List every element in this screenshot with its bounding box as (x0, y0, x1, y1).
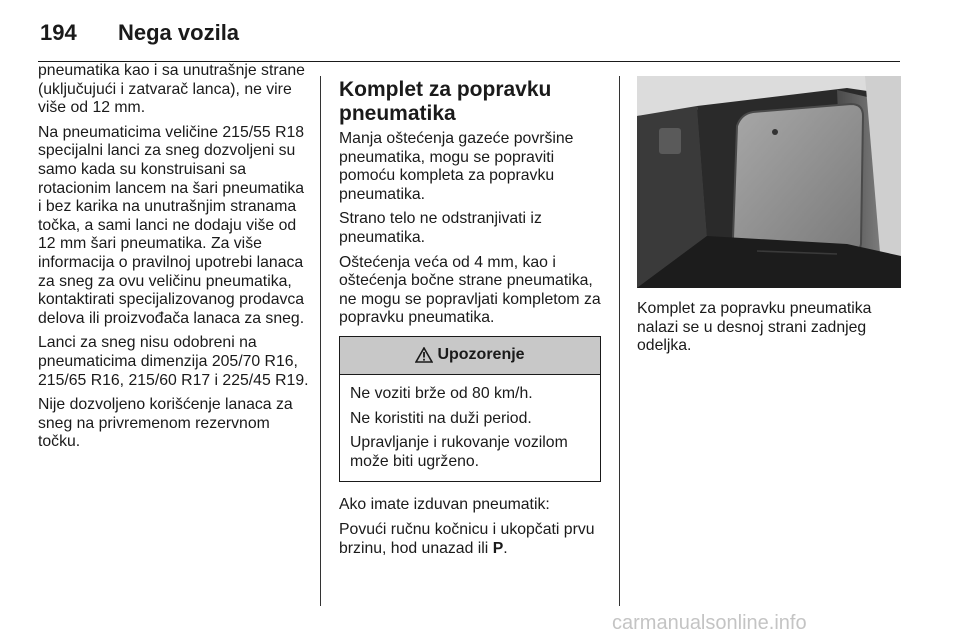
page-number: 194 (40, 20, 77, 45)
watermark: carmanualsonline.info (612, 612, 807, 634)
warning-item: Ne koristiti na duži period. (350, 409, 532, 427)
paragraph: Manja oštećenja gazeće površine pneumatika, mogu se popraviti pomoću kompleta za popravku pneumatika. (339, 130, 574, 203)
paragraph: Nije dozvoljeno korišćenje lanaca za sneg na privremenom rezervnom točku. (38, 396, 293, 451)
page-title: Nega vozila (118, 20, 240, 45)
trunk-photo (637, 76, 901, 288)
warning-header (340, 337, 600, 375)
column-divider-left (320, 76, 321, 606)
warning-title: Upozorenje (437, 346, 525, 364)
warning-box (339, 336, 601, 482)
paragraph: Na pneumaticima veličine 215/55 R18 specijalni lanci za sneg dozvoljeni su samo kada su konstruisani sa rotacionim lancem na šari pneumatika i bez karika na unutrašnjim stranama točka, a sami lanci ne dodaju više od 12 mm šari pneumatika. Za više informacija o pravilnoj upotrebi lanaca za sneg za ovu veličinu pneumatika, kontaktirati specijalizovanog prodavca delova ili proizvođača lanaca za sneg. (38, 123, 305, 327)
caption-column (637, 300, 905, 362)
paragraph: pneumatika kao i sa unutrašnje strane (uključujući i zatvarač lanca), ne vire više od 12 mm. (38, 62, 305, 117)
paragraph: Ako imate izduvan pneumatik: (339, 496, 550, 514)
paragraph: Strano telo ne odstranjivati iz pneumatika. (339, 210, 542, 246)
paragraph: Oštećenja veća od 4 mm, kao i oštećenja bočne strane pneumatika, ne mogu se popravljati kompletom za popravku pneumatika. (339, 253, 601, 327)
section-title: Komplet za popravku pneumatika (339, 78, 552, 125)
paragraph-end: . (503, 539, 508, 557)
warning-item: Upravljanje i rukovanje vozilom može biti ugrženo. (350, 434, 568, 470)
column-divider-right (619, 76, 620, 606)
page-header (38, 16, 900, 62)
photo-caption: Komplet za popravku pneumatika nalazi se u desnoj strani zadnjeg odeljka. (637, 300, 872, 355)
warning-item: Ne voziti brže od 80 km/h. (350, 384, 533, 402)
gear-letter: P (492, 539, 504, 557)
warning-triangle-icon (415, 347, 433, 363)
text-column-left (38, 62, 310, 458)
warning-body (340, 375, 600, 481)
paragraph-with-bold (339, 521, 605, 558)
paragraph: Lanci za sneg nisu odobreni na pneumaticima dimenzija 205/70 R16, 215/65 R16, 215/60 R17 i 225/45 R19. (38, 334, 309, 389)
text-column-middle (339, 62, 605, 564)
paragraph-text: Povući ručnu kočnicu i ukopčati prvu brzinu, hod unazad ili (339, 520, 595, 557)
